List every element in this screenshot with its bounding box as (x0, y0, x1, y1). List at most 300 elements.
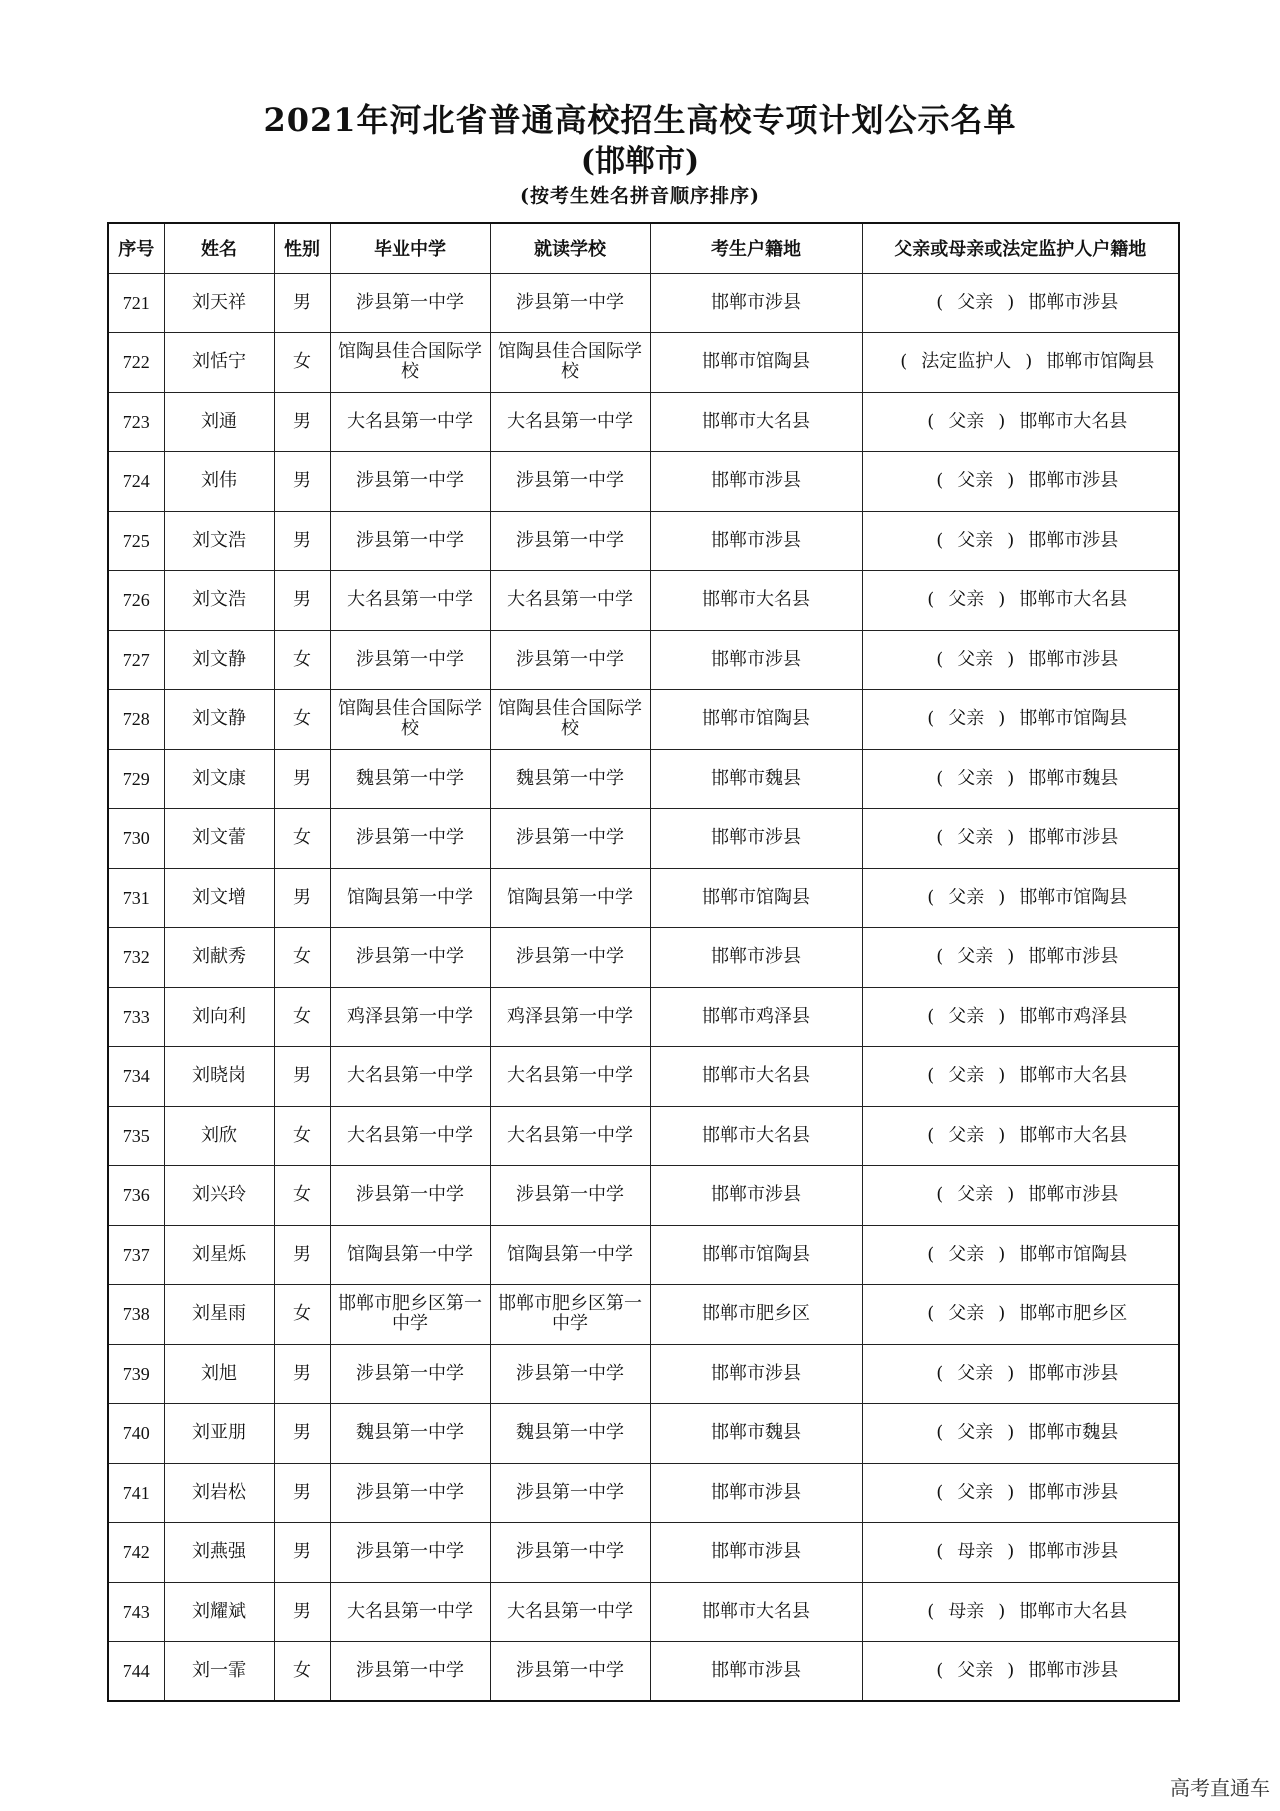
cell-grad-school: 鸡泽县第一中学 (330, 987, 490, 1047)
cell-hukou: 邯郸市大名县 (650, 571, 862, 631)
table-row (108, 868, 1179, 928)
cell-name: 刘亚朋 (164, 1404, 274, 1464)
header-name: 姓名 (164, 223, 274, 273)
cell-guardian-hukou (862, 1166, 1179, 1226)
cell-guardian-hukou (862, 1344, 1179, 1404)
cell-hukou: 邯郸市涉县 (650, 511, 862, 571)
cell-current-school: 馆陶县第一中学 (490, 868, 650, 928)
paren-open: ( (927, 410, 935, 432)
document-sort-note: (按考生姓名拼音顺序排序) (520, 185, 760, 207)
guardian-place: 邯郸市涉县 (1028, 1362, 1119, 1384)
cell-guardian-hukou (862, 1463, 1179, 1523)
cell-grad-school: 馆陶县佳合国际学校 (330, 690, 490, 750)
cell-grad-school: 大名县第一中学 (330, 392, 490, 452)
paren-open: ( (936, 1541, 944, 1563)
cell-hukou: 邯郸市涉县 (650, 1344, 862, 1404)
paren-close: ) (998, 1243, 1006, 1265)
guardian-relation: 父亲 (948, 1065, 985, 1087)
cell-guardian-hukou (862, 809, 1179, 869)
cell-name: 刘向利 (164, 987, 274, 1047)
paren-close: ) (998, 886, 1006, 908)
paren-open: ( (927, 1243, 935, 1265)
cell-no: 725 (108, 511, 164, 571)
table-row (108, 928, 1179, 988)
table-body (108, 273, 1179, 1701)
cell-name: 刘岩松 (164, 1463, 274, 1523)
paren-close: ) (1007, 1362, 1015, 1384)
cell-grad-school: 涉县第一中学 (330, 273, 490, 333)
cell-no: 729 (108, 749, 164, 809)
cell-gender: 男 (274, 868, 330, 928)
cell-current-school: 涉县第一中学 (490, 273, 650, 333)
paren-close: ) (1025, 351, 1033, 373)
guardian-relation: 母亲 (957, 1541, 994, 1563)
cell-gender: 女 (274, 1106, 330, 1166)
paren-close: ) (1007, 648, 1015, 670)
cell-grad-school: 馆陶县佳合国际学校 (330, 333, 490, 393)
cell-grad-school: 魏县第一中学 (330, 749, 490, 809)
cell-no: 742 (108, 1523, 164, 1583)
guardian-relation: 父亲 (957, 767, 994, 789)
paren-open: ( (927, 589, 935, 611)
cell-hukou: 邯郸市涉县 (650, 452, 862, 512)
guardian-relation: 父亲 (948, 1243, 985, 1265)
cell-guardian-hukou (862, 1523, 1179, 1583)
cell-hukou: 邯郸市大名县 (650, 1106, 862, 1166)
paren-close: ) (998, 410, 1006, 432)
cell-no: 738 (108, 1285, 164, 1345)
paren-open: ( (936, 1184, 944, 1206)
cell-no: 722 (108, 333, 164, 393)
cell-no: 735 (108, 1106, 164, 1166)
cell-name: 刘文静 (164, 630, 274, 690)
paren-open: ( (936, 1362, 944, 1384)
cell-name: 刘文蕾 (164, 809, 274, 869)
cell-grad-school: 涉县第一中学 (330, 1642, 490, 1702)
guardian-relation: 父亲 (948, 410, 985, 432)
paren-close: ) (1007, 946, 1015, 968)
guardian-relation: 父亲 (957, 1184, 994, 1206)
header-hukou: 考生户籍地 (650, 223, 862, 273)
guardian-place: 邯郸市鸡泽县 (1019, 1005, 1128, 1027)
cell-grad-school: 涉县第一中学 (330, 928, 490, 988)
paren-close: ) (998, 1005, 1006, 1027)
cell-current-school: 大名县第一中学 (490, 1582, 650, 1642)
paren-open: ( (936, 1481, 944, 1503)
guardian-place: 邯郸市馆陶县 (1019, 1243, 1128, 1265)
cell-name: 刘星烁 (164, 1225, 274, 1285)
paren-close: ) (1007, 291, 1015, 313)
table-row (108, 1285, 1179, 1345)
table-row (108, 1344, 1179, 1404)
watermark: 高考直通车 (1170, 1776, 1270, 1800)
guardian-relation: 父亲 (957, 1362, 994, 1384)
cell-gender: 女 (274, 1642, 330, 1702)
paren-open: ( (936, 767, 944, 789)
paren-open: ( (927, 1600, 935, 1622)
header-no: 序号 (108, 223, 164, 273)
cell-gender: 女 (274, 630, 330, 690)
cell-guardian-hukou (862, 1047, 1179, 1107)
cell-name: 刘恬宁 (164, 333, 274, 393)
table-row (108, 1047, 1179, 1107)
cell-no: 739 (108, 1344, 164, 1404)
cell-gender: 男 (274, 749, 330, 809)
cell-guardian-hukou (862, 690, 1179, 750)
header-grad-school: 毕业中学 (330, 223, 490, 273)
guardian-place: 邯郸市魏县 (1028, 1422, 1119, 1444)
cell-gender: 男 (274, 1344, 330, 1404)
roster-table (107, 222, 1180, 1702)
header-current-school: 就读学校 (490, 223, 650, 273)
cell-name: 刘一霏 (164, 1642, 274, 1702)
guardian-relation: 父亲 (948, 708, 985, 730)
cell-grad-school: 大名县第一中学 (330, 571, 490, 631)
cell-no: 740 (108, 1404, 164, 1464)
cell-name: 刘文浩 (164, 511, 274, 571)
guardian-relation: 父亲 (948, 589, 985, 611)
table-row (108, 1642, 1179, 1702)
header-guardian-hukou: 父亲或母亲或法定监护人户籍地 (862, 223, 1179, 273)
guardian-place: 邯郸市大名县 (1019, 589, 1128, 611)
cell-current-school: 大名县第一中学 (490, 1047, 650, 1107)
cell-grad-school: 魏县第一中学 (330, 1404, 490, 1464)
guardian-relation: 父亲 (948, 886, 985, 908)
cell-grad-school: 涉县第一中学 (330, 1344, 490, 1404)
cell-current-school: 魏县第一中学 (490, 1404, 650, 1464)
cell-gender: 男 (274, 1404, 330, 1464)
guardian-place: 邯郸市馆陶县 (1046, 351, 1155, 373)
table-row (108, 809, 1179, 869)
cell-gender: 男 (274, 1047, 330, 1107)
cell-grad-school: 大名县第一中学 (330, 1047, 490, 1107)
cell-gender: 男 (274, 392, 330, 452)
cell-current-school: 大名县第一中学 (490, 571, 650, 631)
guardian-place: 邯郸市涉县 (1028, 1541, 1119, 1563)
cell-current-school: 邯郸市肥乡区第一中学 (490, 1285, 650, 1345)
cell-gender: 女 (274, 1166, 330, 1226)
cell-guardian-hukou (862, 749, 1179, 809)
paren-close: ) (1007, 470, 1015, 492)
cell-hukou: 邯郸市魏县 (650, 749, 862, 809)
paren-close: ) (998, 1065, 1006, 1087)
cell-name: 刘伟 (164, 452, 274, 512)
table-row (108, 630, 1179, 690)
cell-current-school: 鸡泽县第一中学 (490, 987, 650, 1047)
cell-current-school: 涉县第一中学 (490, 1166, 650, 1226)
cell-name: 刘献秀 (164, 928, 274, 988)
cell-guardian-hukou (862, 928, 1179, 988)
cell-gender: 男 (274, 452, 330, 512)
cell-hukou: 邯郸市涉县 (650, 1523, 862, 1583)
paren-close: ) (998, 1303, 1006, 1325)
guardian-place: 邯郸市馆陶县 (1019, 886, 1128, 908)
table-row (108, 511, 1179, 571)
cell-gender: 女 (274, 987, 330, 1047)
guardian-place: 邯郸市馆陶县 (1019, 708, 1128, 730)
guardian-relation: 父亲 (957, 1481, 994, 1503)
cell-gender: 男 (274, 511, 330, 571)
cell-guardian-hukou (862, 1285, 1179, 1345)
cell-name: 刘天祥 (164, 273, 274, 333)
cell-no: 723 (108, 392, 164, 452)
paren-open: ( (927, 708, 935, 730)
cell-current-school: 涉县第一中学 (490, 809, 650, 869)
cell-name: 刘晓岗 (164, 1047, 274, 1107)
paren-open: ( (927, 1124, 935, 1146)
cell-gender: 男 (274, 273, 330, 333)
cell-guardian-hukou (862, 1225, 1179, 1285)
paren-open: ( (927, 1303, 935, 1325)
guardian-place: 邯郸市涉县 (1028, 946, 1119, 968)
table-row (108, 1404, 1179, 1464)
cell-current-school: 魏县第一中学 (490, 749, 650, 809)
cell-guardian-hukou (862, 452, 1179, 512)
cell-no: 741 (108, 1463, 164, 1523)
cell-grad-school: 涉县第一中学 (330, 1463, 490, 1523)
cell-hukou: 邯郸市大名县 (650, 1047, 862, 1107)
cell-current-school: 大名县第一中学 (490, 392, 650, 452)
table-row (108, 452, 1179, 512)
cell-no: 733 (108, 987, 164, 1047)
table-row (108, 1166, 1179, 1226)
cell-hukou: 邯郸市馆陶县 (650, 868, 862, 928)
guardian-place: 邯郸市涉县 (1028, 291, 1119, 313)
guardian-relation: 父亲 (948, 1005, 985, 1027)
guardian-relation: 父亲 (957, 1660, 994, 1681)
guardian-place: 邯郸市大名县 (1019, 1065, 1128, 1087)
cell-no: 731 (108, 868, 164, 928)
table-row (108, 987, 1179, 1047)
paren-open: ( (927, 886, 935, 908)
guardian-place: 邯郸市涉县 (1028, 827, 1119, 849)
cell-grad-school: 涉县第一中学 (330, 452, 490, 512)
table-row (108, 571, 1179, 631)
table-row (108, 1106, 1179, 1166)
cell-name: 刘燕强 (164, 1523, 274, 1583)
cell-grad-school: 涉县第一中学 (330, 511, 490, 571)
cell-gender: 女 (274, 928, 330, 988)
paren-open: ( (936, 1660, 944, 1681)
table-row (108, 1463, 1179, 1523)
paren-close: ) (1007, 1660, 1015, 1681)
paren-close: ) (1007, 529, 1015, 551)
cell-guardian-hukou (862, 1106, 1179, 1166)
table-row (108, 1523, 1179, 1583)
cell-hukou: 邯郸市涉县 (650, 1166, 862, 1226)
guardian-relation: 父亲 (957, 1422, 994, 1444)
guardian-relation: 母亲 (948, 1600, 985, 1622)
paren-open: ( (936, 470, 944, 492)
cell-current-school: 涉县第一中学 (490, 511, 650, 571)
cell-no: 744 (108, 1642, 164, 1702)
cell-no: 737 (108, 1225, 164, 1285)
cell-hukou: 邯郸市馆陶县 (650, 1225, 862, 1285)
cell-grad-school: 大名县第一中学 (330, 1582, 490, 1642)
cell-hukou: 邯郸市魏县 (650, 1404, 862, 1464)
cell-no: 730 (108, 809, 164, 869)
table-header-row (108, 223, 1179, 273)
paren-open: ( (936, 1422, 944, 1444)
guardian-place: 邯郸市肥乡区 (1019, 1303, 1128, 1325)
cell-name: 刘文增 (164, 868, 274, 928)
cell-gender: 女 (274, 809, 330, 869)
guardian-place: 邯郸市大名县 (1019, 410, 1128, 432)
cell-gender: 女 (274, 690, 330, 750)
cell-current-school: 涉县第一中学 (490, 630, 650, 690)
cell-no: 728 (108, 690, 164, 750)
guardian-place: 邯郸市涉县 (1028, 1660, 1119, 1681)
cell-current-school: 馆陶县佳合国际学校 (490, 333, 650, 393)
guardian-place: 邯郸市涉县 (1028, 648, 1119, 670)
paren-open: ( (900, 351, 908, 373)
cell-guardian-hukou (862, 1404, 1179, 1464)
cell-current-school: 馆陶县佳合国际学校 (490, 690, 650, 750)
paren-open: ( (936, 529, 944, 551)
paren-open: ( (936, 946, 944, 968)
table-row (108, 1582, 1179, 1642)
cell-name: 刘通 (164, 392, 274, 452)
guardian-place: 邯郸市大名县 (1019, 1600, 1128, 1622)
cell-no: 734 (108, 1047, 164, 1107)
guardian-relation: 父亲 (957, 827, 994, 849)
cell-current-school: 涉县第一中学 (490, 1344, 650, 1404)
guardian-place: 邯郸市大名县 (1019, 1124, 1128, 1146)
cell-gender: 女 (274, 333, 330, 393)
paren-close: ) (998, 1600, 1006, 1622)
cell-no: 727 (108, 630, 164, 690)
header-gender: 性别 (274, 223, 330, 273)
cell-guardian-hukou (862, 511, 1179, 571)
cell-grad-school: 邯郸市肥乡区第一中学 (330, 1285, 490, 1345)
paren-open: ( (927, 1065, 935, 1087)
guardian-relation: 父亲 (957, 291, 994, 313)
cell-grad-school: 涉县第一中学 (330, 1166, 490, 1226)
paren-close: ) (998, 708, 1006, 730)
paren-close: ) (1007, 767, 1015, 789)
guardian-place: 邯郸市涉县 (1028, 529, 1119, 551)
guardian-relation: 父亲 (957, 946, 994, 968)
cell-guardian-hukou (862, 1642, 1179, 1702)
cell-grad-school: 馆陶县第一中学 (330, 1225, 490, 1285)
cell-hukou: 邯郸市涉县 (650, 273, 862, 333)
cell-name: 刘旭 (164, 1344, 274, 1404)
cell-current-school: 涉县第一中学 (490, 1523, 650, 1583)
cell-hukou: 邯郸市馆陶县 (650, 333, 862, 393)
cell-hukou: 邯郸市涉县 (650, 630, 862, 690)
cell-guardian-hukou (862, 868, 1179, 928)
document-title: 2021年河北省普通高校招生高校专项计划公示名单 (263, 101, 1017, 139)
paren-close: ) (998, 589, 1006, 611)
cell-no: 726 (108, 571, 164, 631)
cell-gender: 男 (274, 1463, 330, 1523)
cell-hukou: 邯郸市涉县 (650, 928, 862, 988)
cell-no: 736 (108, 1166, 164, 1226)
cell-current-school: 涉县第一中学 (490, 1642, 650, 1702)
cell-gender: 男 (274, 1523, 330, 1583)
paren-close: ) (998, 1124, 1006, 1146)
cell-no: 721 (108, 273, 164, 333)
paren-open: ( (936, 291, 944, 313)
cell-gender: 男 (274, 571, 330, 631)
cell-current-school: 馆陶县第一中学 (490, 1225, 650, 1285)
table-row (108, 273, 1179, 333)
cell-current-school: 涉县第一中学 (490, 452, 650, 512)
cell-grad-school: 涉县第一中学 (330, 630, 490, 690)
cell-name: 刘兴玲 (164, 1166, 274, 1226)
cell-no: 724 (108, 452, 164, 512)
paren-close: ) (1007, 1422, 1015, 1444)
guardian-relation: 父亲 (957, 648, 994, 670)
cell-guardian-hukou (862, 630, 1179, 690)
document-city-subtitle: (邯郸市) (580, 144, 700, 179)
cell-gender: 男 (274, 1225, 330, 1285)
cell-current-school: 大名县第一中学 (490, 1106, 650, 1166)
cell-guardian-hukou (862, 1582, 1179, 1642)
cell-no: 743 (108, 1582, 164, 1642)
guardian-place: 邯郸市涉县 (1028, 1481, 1119, 1503)
cell-guardian-hukou (862, 392, 1179, 452)
table-row (108, 749, 1179, 809)
cell-name: 刘文浩 (164, 571, 274, 631)
cell-guardian-hukou (862, 571, 1179, 631)
cell-guardian-hukou (862, 273, 1179, 333)
cell-hukou: 邯郸市鸡泽县 (650, 987, 862, 1047)
guardian-relation: 父亲 (957, 470, 994, 492)
table-row (108, 1225, 1179, 1285)
cell-grad-school: 馆陶县第一中学 (330, 868, 490, 928)
guardian-relation: 父亲 (957, 529, 994, 551)
table-row (108, 333, 1179, 393)
paren-open: ( (936, 648, 944, 670)
cell-gender: 男 (274, 1582, 330, 1642)
cell-hukou: 邯郸市涉县 (650, 1463, 862, 1523)
roster-table-container (107, 222, 1178, 1702)
cell-grad-school: 涉县第一中学 (330, 809, 490, 869)
paren-close: ) (1007, 1481, 1015, 1503)
cell-hukou: 邯郸市大名县 (650, 1582, 862, 1642)
cell-grad-school: 涉县第一中学 (330, 1523, 490, 1583)
table-row (108, 690, 1179, 750)
cell-name: 刘文静 (164, 690, 274, 750)
paren-close: ) (1007, 827, 1015, 849)
cell-hukou: 邯郸市馆陶县 (650, 690, 862, 750)
cell-name: 刘欣 (164, 1106, 274, 1166)
guardian-relation: 父亲 (948, 1124, 985, 1146)
cell-current-school: 涉县第一中学 (490, 928, 650, 988)
cell-grad-school: 大名县第一中学 (330, 1106, 490, 1166)
guardian-relation: 父亲 (948, 1303, 985, 1325)
paren-open: ( (936, 827, 944, 849)
cell-hukou: 邯郸市大名县 (650, 392, 862, 452)
cell-no: 732 (108, 928, 164, 988)
table-row (108, 392, 1179, 452)
paren-close: ) (1007, 1184, 1015, 1206)
cell-name: 刘文康 (164, 749, 274, 809)
guardian-place: 邯郸市涉县 (1028, 1184, 1119, 1206)
guardian-place: 邯郸市涉县 (1028, 470, 1119, 492)
cell-gender: 女 (274, 1285, 330, 1345)
cell-name: 刘耀斌 (164, 1582, 274, 1642)
cell-hukou: 邯郸市涉县 (650, 809, 862, 869)
cell-current-school: 涉县第一中学 (490, 1463, 650, 1523)
paren-open: ( (927, 1005, 935, 1027)
cell-hukou: 邯郸市肥乡区 (650, 1285, 862, 1345)
cell-name: 刘星雨 (164, 1285, 274, 1345)
cell-guardian-hukou (862, 987, 1179, 1047)
guardian-place: 邯郸市魏县 (1028, 767, 1119, 789)
cell-hukou: 邯郸市涉县 (650, 1642, 862, 1702)
